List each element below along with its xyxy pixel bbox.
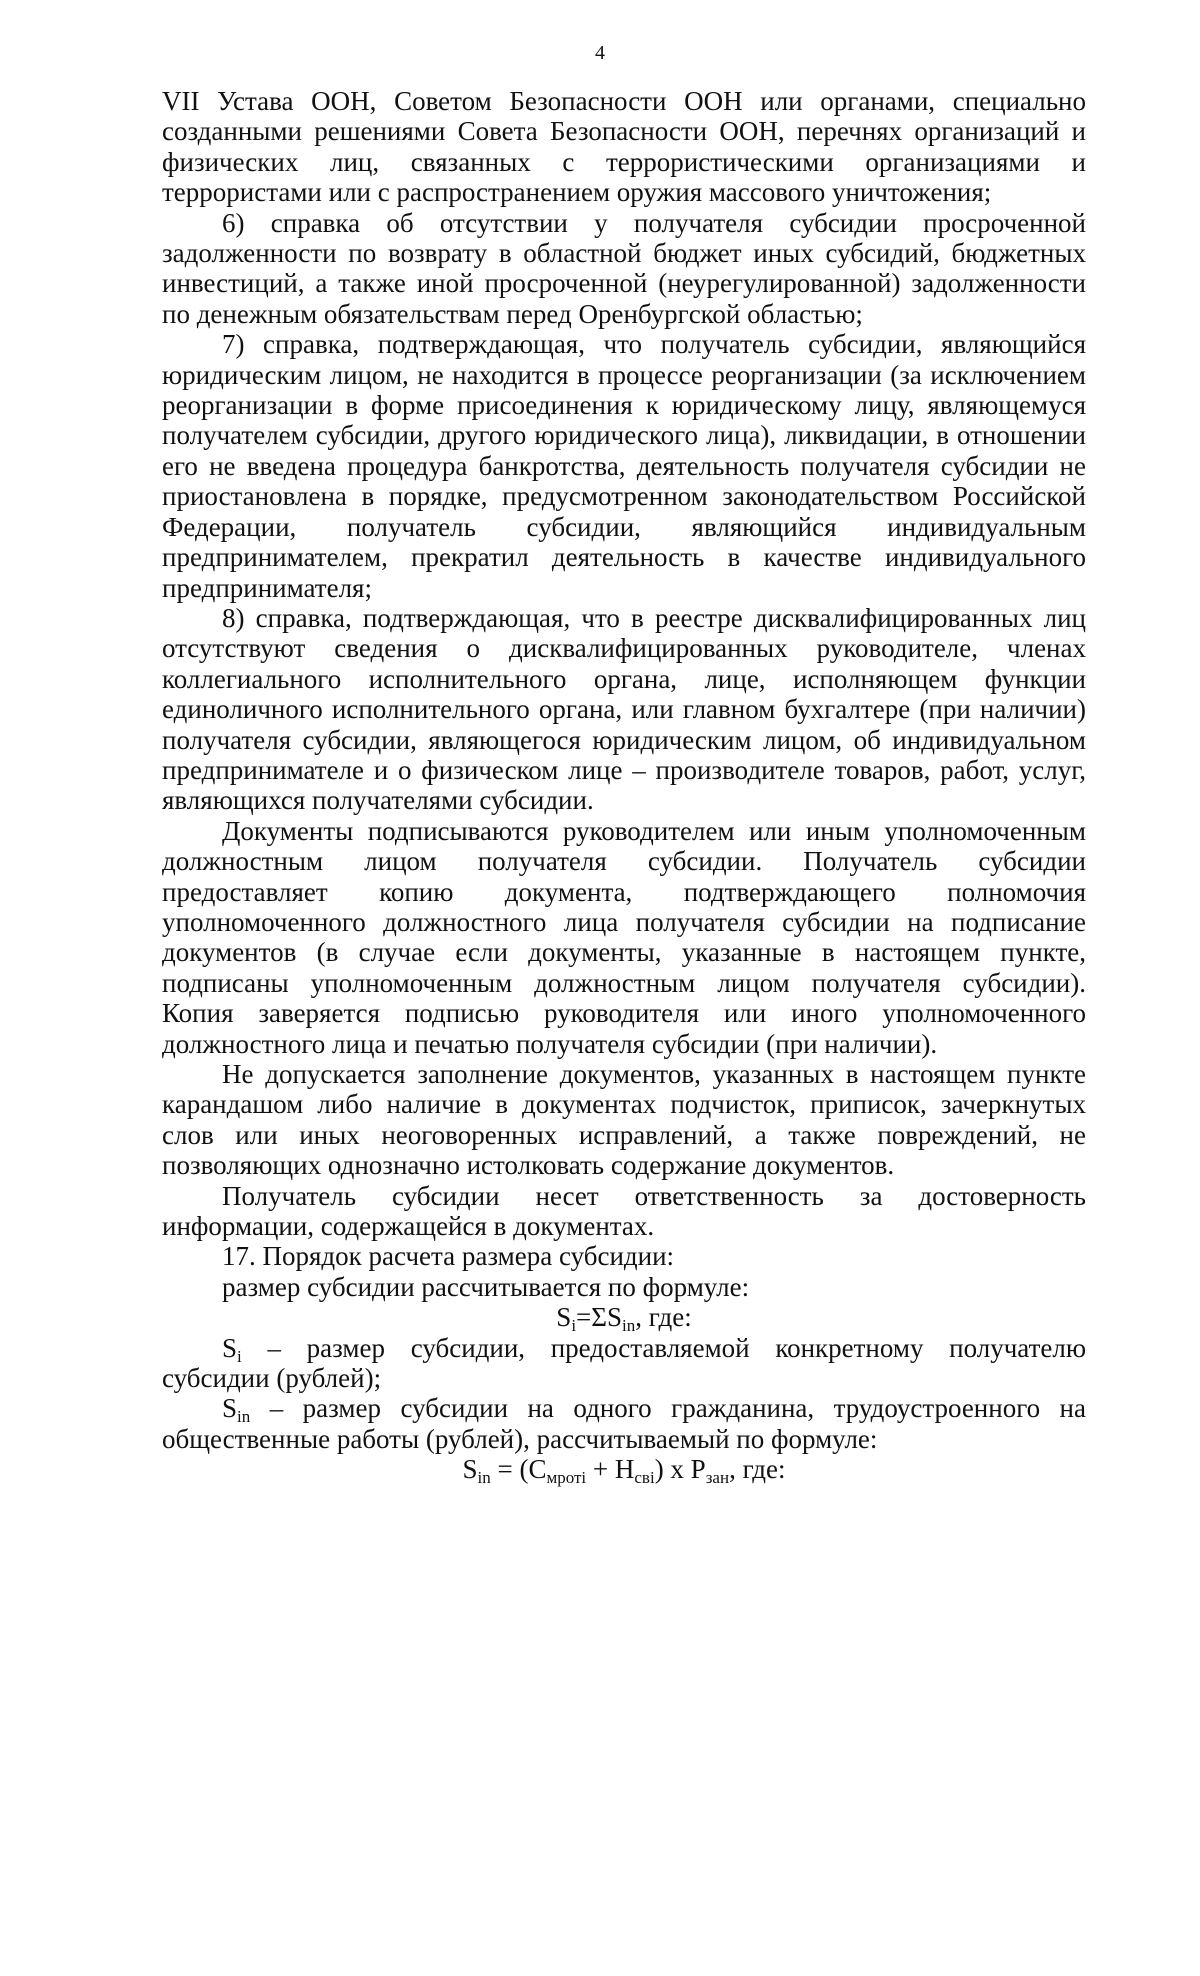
formula-operator: ) х Р: [654, 1454, 706, 1485]
definition-text: – размер субсидии, предоставляемой конкретному получателю субсидии (рублей);: [162, 1332, 1086, 1394]
formula-subscript: зан: [705, 1468, 730, 1488]
definition-symbol: S: [222, 1393, 238, 1424]
formula-operator: + Н: [586, 1454, 635, 1485]
paragraph-section-17: 17. Порядок расчета размера субсидии:: [222, 1241, 675, 1272]
formula-subscript: i: [571, 1316, 577, 1336]
formula-operator: = (С: [490, 1454, 547, 1485]
paragraph-responsibility: Получатель субсидии несет ответственность за достоверность информации, содержащейся в документах.: [162, 1180, 1086, 1242]
definition-sin: [162, 1393, 1086, 1454]
definition-subscript: in: [237, 1407, 251, 1427]
formula-subscript: in: [477, 1468, 491, 1488]
paragraph-formula-intro: размер субсидии рассчитывается по формуле:: [222, 1271, 750, 1302]
paragraph-un-lists: VII Устава ООН, Советом Безопасности ООН или органами, специально созданными решениями Совета Безопасности ООН, перечнях организаций и физических лиц, связанных с террористическими организациями и террористами или с распространением оружия массового уничтожения;: [162, 86, 1086, 208]
definition-si: [162, 1333, 1086, 1394]
formula-operator: =ΣS: [576, 1302, 623, 1333]
definition-symbol: S: [222, 1332, 238, 1363]
definition-text: – размер субсидии на одного гражданина, трудоустроенного на общественные работы (рублей), рассчитываемый по формуле:: [162, 1393, 1086, 1454]
paragraph-item-8: 8) справка, подтверждающая, что в реестре дисквалифицированных лиц отсутствуют сведения о дисквалифицированных руководителе, членах коллегиального исполнительного органа, лице, исполняющем функции единоличного исполнительного органа, или главном бухгалтере (при наличии) получателя субсидии, являющегося юридическим лицом, об индивидуальном предпринимателе и о физическом лице – производителе товаров, работ, услуг, являющихся получателями субсидии.: [162, 602, 1086, 816]
document-body: [162, 86, 1086, 1488]
formula-subscript: in: [622, 1316, 636, 1336]
page-number: 4: [595, 42, 605, 64]
formula-subscript: мротi: [546, 1468, 587, 1488]
formula-symbol: S: [556, 1302, 572, 1333]
formula-subsidy-per-citizen: [162, 1454, 1086, 1488]
paragraph-item-7: 7) справка, подтверждающая, что получатель субсидии, являющийся юридическим лицом, не находится в процессе реорганизации (за исключением реорганизации в форме присоединения к юридическому лицу, являющемуся получателем субсидии, другого юридического лица), ликвидации, в отношении его не введена процедура банкротства, деятельность получателя субсидии не приостановлена в порядке, предусмотренном законодательством Российской Федерации, получатель субсидии, являющийся индивидуальным предпринимателем, прекратил деятельность в качестве индивидуального предпринимателя;: [162, 329, 1086, 603]
definition-subscript: i: [237, 1346, 242, 1366]
paragraph-item-6: 6) справка об отсутствии у получателя субсидии просроченной задолженности по возврату в областной бюджет иных субсидий, бюджетных инвестиций, а также иной просроченной (неурегулированной) задолженности по денежным обязательствам перед Оренбургской областью;: [162, 207, 1086, 329]
paragraph-signing: Документы подписываются руководителем или иным уполномоченным должностным лицом получателя субсидии. Получатель субсидии предоставляет копию документа, подтверждающего полномочия уполномоченного должностного лица получателя субсидии на подписание документов (в случае если документы, указанные в настоящем пункте, подписаны уполномоченным должностным лицом получателя субсидии). Копия заверяется подписью руководителя или иного уполномоченного должностного лица и печатью получателя субсидии (при наличии).: [162, 815, 1086, 1059]
formula-symbol: S: [462, 1454, 478, 1485]
formula-subscript: свi: [634, 1468, 655, 1488]
formula-subsidy-total: [162, 1302, 1086, 1336]
formula-tail: , где:: [635, 1302, 692, 1333]
formula-tail: , где:: [729, 1454, 786, 1485]
paragraph-corrections: Не допускается заполнение документов, указанных в настоящем пункте карандашом либо наличие в документах подчисток, приписок, зачеркнутых слов или иных неоговоренных исправлений, а также повреждений, не позволяющих однозначно истолковать содержание документов.: [162, 1059, 1086, 1181]
